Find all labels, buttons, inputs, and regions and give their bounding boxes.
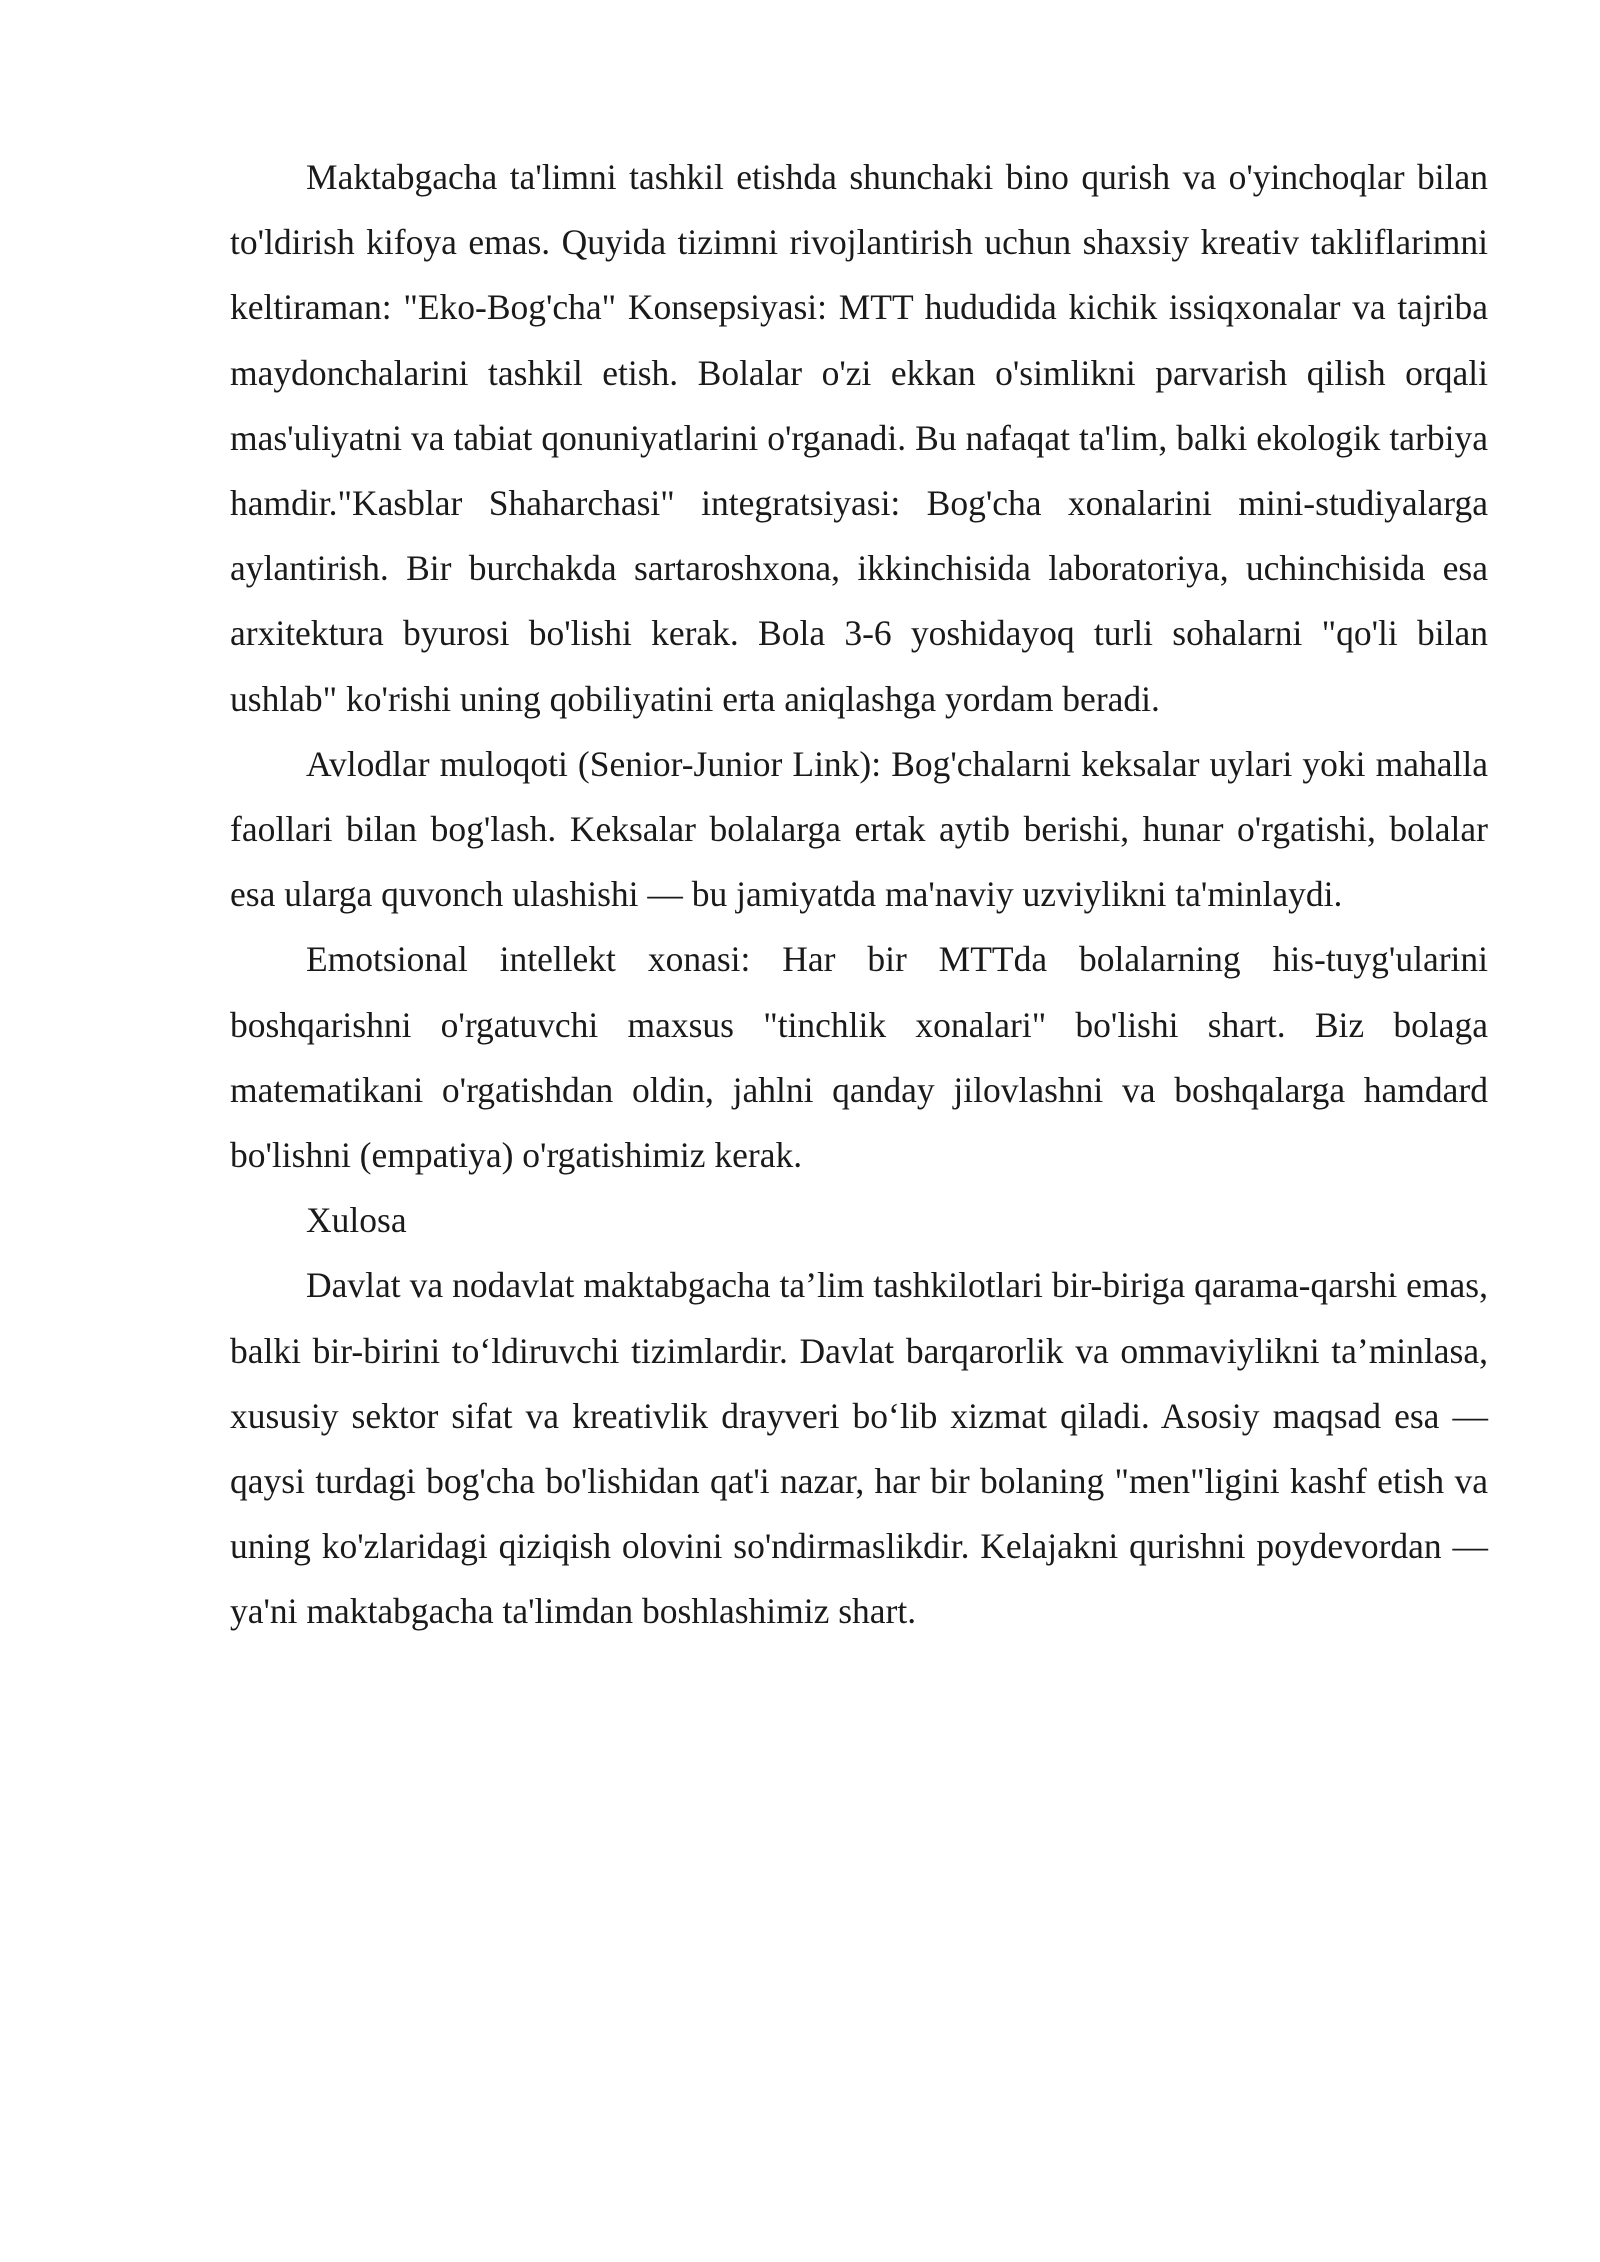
document-body: [230, 145, 1488, 1645]
paragraph-creative-proposals: Maktabgacha ta'limni tashkil etishda shunchaki bino qurish va o'yinchoqlar bilan to'ldirish kifoya emas. Quyida tizimni rivojlantirish uchun shaxsiy kreativ takliflarimni keltiraman: "Eko-Bog'cha" Konsepsiyasi: MTT hududida kichik issiqxonalar va tajriba maydonchalarini tashkil etish. Bolalar o'zi ekkan o'simlikni parvarish qilish orqali mas'uliyatni va tabiat qonuniyatlarini o'rganadi. Bu nafaqat ta'lim, balki ekologik tarbiya hamdir."Kasblar Shaharchasi" integratsiyasi: Bog'cha xonalarini mini-studiyalarga aylantirish. Bir burchakda sartaroshxona, ikkinchisida laboratoriya, uchinchisida esa arxitektura byurosi bo'lishi kerak. Bola 3-6 yoshidayoq turli sohalarni "qo'li bilan ushlab" ko'rishi uning qobiliyatini erta aniqlashga yordam beradi.: [230, 157, 1488, 719]
section-heading-conclusion: Xulosa: [306, 1200, 407, 1241]
paragraph-emotional-intelligence: Emotsional intellekt xonasi: Har bir MTTda bolalarning his-tuyg'ularini boshqarishni o'rgatuvchi maxsus "tinchlik xonalari" bo'lishi shart. Biz bolaga matematikani o'rgatishdan oldin, jahlni qanday jilovlashni va boshqalarga hamdard bo'lishni (empatiya) o'rgatishimiz kerak.: [230, 939, 1488, 1176]
paragraph-conclusion: Davlat va nodavlat maktabgacha ta’lim tashkilotlari bir-biriga qarama-qarshi emas, balki bir-birini to‘ldiruvchi tizimlardir. Davlat barqarorlik va ommaviylikni ta’minlasa, xususiy sektor sifat va kreativlik drayveri bo‘lib xizmat qiladi. Asosiy maqsad esa — qaysi turdagi bog'cha bo'lishidan qat'i nazar, har bir bolaning "men"ligini kashf etish va uning ko'zlaridagi qiziqish olovini so'ndirmaslikdir. Kelajakni qurishni poydevordan — ya'ni maktabgacha ta'limdan boshlashimiz shart.: [230, 1265, 1488, 1632]
paragraph-generations-dialogue: Avlodlar muloqoti (Senior-Junior Link): Bog'chalarni keksalar uylari yoki mahalla faollari bilan bog'lash. Keksalar bolalarga ertak aytib berishi, hunar o'rgatishi, bolalar esa ularga quvonch ulashishi — bu jamiyatda ma'naviy uzviylikni ta'minlaydi.: [230, 743, 1488, 915]
